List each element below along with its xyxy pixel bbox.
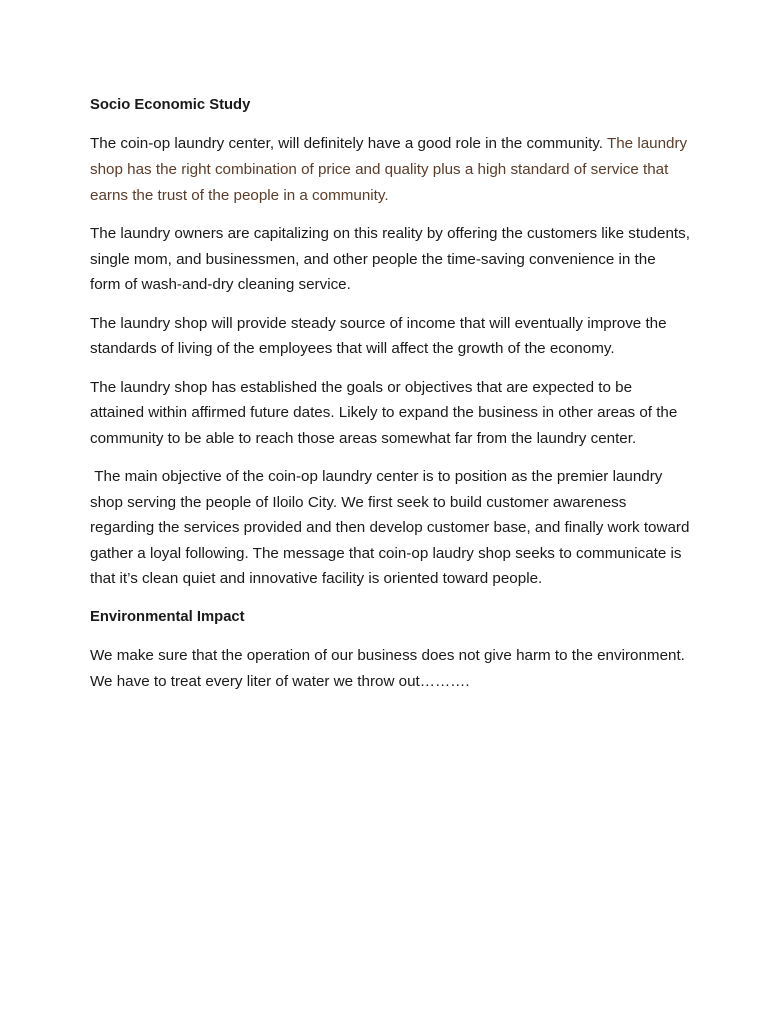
document-body bbox=[90, 93, 695, 707]
paragraph-owners-capitalizing: The laundry owners are capitalizing on this reality by offering the customers like students, single mom, and businessmen, and other people the time-saving convenience in the form of wash-and-dry cleaning service. bbox=[90, 224, 695, 294]
heading-socio-economic-study: Socio Economic Study bbox=[90, 97, 251, 113]
paragraph-goals-objectives: The laundry shop has established the goals or objectives that are expected to be attained within affirmed future dates. Likely to expand the business in other areas of the community to be able to reach those areas somewhat far from the laundry center. bbox=[90, 378, 682, 447]
paragraph-main-objective: The main objective of the coin-op laundry center is to position as the premier laundry shop serving the people of Iloilo City. We first seek to build customer awareness regarding the services provided and then develop customer base, and finally work toward gather a loyal following. The message that coin-op laudry shop seeks to communicate is that it’s clean quiet and innovative facility is oriented toward people. bbox=[90, 468, 694, 588]
paragraph-community-role-text: The coin-op laundry center, will definitely have a good role in the community. bbox=[90, 135, 607, 153]
paragraph-steady-income: The laundry shop will provide steady source of income that will eventually improve the standards of living of the employees that will affect the growth of the economy. bbox=[90, 314, 671, 358]
paragraph-community-role bbox=[90, 131, 690, 208]
paragraph-community-role-highlight: The laundry shop has the right combination of price and quality plus a high standard of service that earns the trust of the people in a community. bbox=[90, 135, 692, 204]
heading-environmental-impact: Environmental Impact bbox=[90, 608, 245, 625]
paragraph-environment: We make sure that the operation of our business does not give harm to the environment. We have to treat every liter of water we throw out………. bbox=[90, 647, 690, 690]
